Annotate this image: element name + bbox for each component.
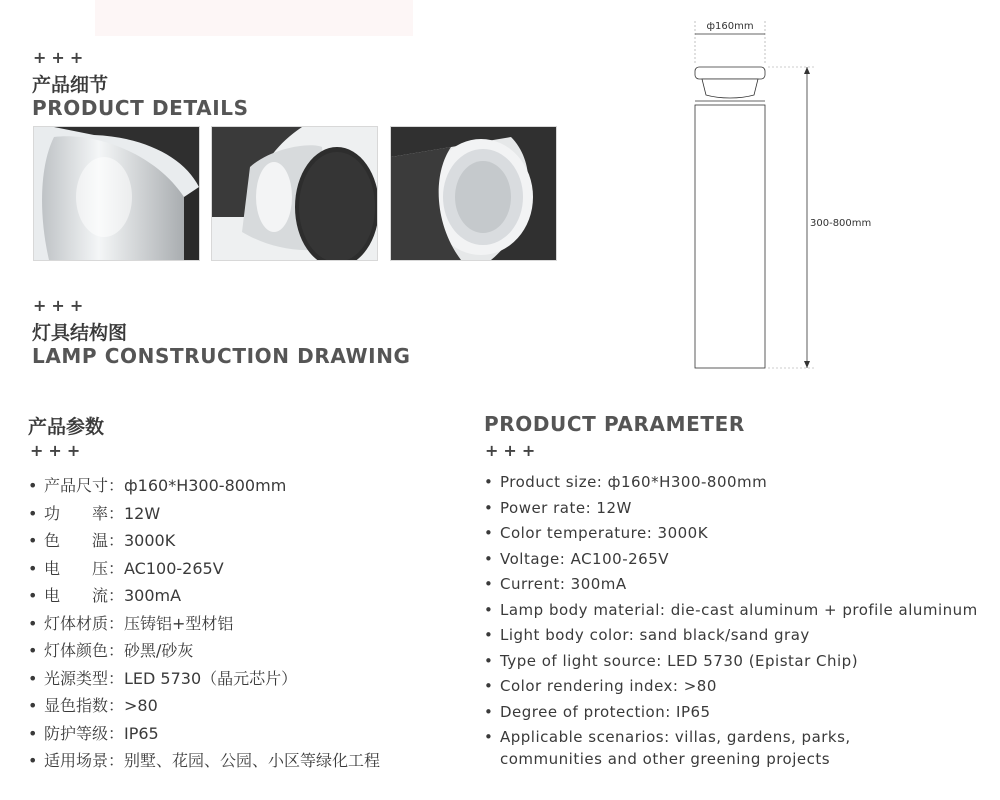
param-cn-item: • 功 率：12W <box>28 500 380 528</box>
param-en-item: • Applicable scenarios: villas, gardens, parks, <box>484 725 978 751</box>
diameter-label: ф160mm <box>706 21 754 32</box>
construction-title-en: LAMP CONSTRUCTION DRAWING <box>32 344 411 368</box>
params-en-plus-marker: +++ <box>485 441 541 460</box>
param-en-item: • Product size: ф160*H300-800mm <box>484 470 978 496</box>
top-banner-strip <box>95 0 413 36</box>
param-cn-item: • 适用场景：别墅、花园、公园、小区等绿化工程 <box>28 747 380 775</box>
param-en-item: • Power rate: 12W <box>484 496 978 522</box>
params-cn-list <box>28 472 380 775</box>
params-en-title: PRODUCT PARAMETER <box>484 412 745 436</box>
details-plus-marker: +++ <box>33 48 89 67</box>
param-en-item: • Lamp body material: die-cast aluminum + profile aluminum <box>484 598 978 624</box>
params-cn-title: 产品参数 <box>28 416 105 438</box>
param-cn-item: • 电 流：300mA <box>28 582 380 610</box>
lamp-lens <box>702 79 758 98</box>
param-cn-item: • 色 温：3000K <box>28 527 380 555</box>
param-en-item: • Color temperature: 3000K <box>484 521 978 547</box>
param-cn-item: • 防护等级：IP65 <box>28 720 380 748</box>
param-cn-item: • 显色指数：>80 <box>28 692 380 720</box>
lamp-body <box>695 105 765 368</box>
param-cn-item: • 光源类型：LED 5730（晶元芯片） <box>28 665 380 693</box>
detail-photo-lens <box>33 126 200 261</box>
params-cn-plus-marker: +++ <box>30 441 86 460</box>
params-en-list <box>484 470 978 751</box>
height-arrow-bottom <box>804 361 810 368</box>
lamp-cap <box>695 67 765 79</box>
details-title-en: PRODUCT DETAILS <box>32 96 249 120</box>
detail-photo-led-ring <box>390 126 557 261</box>
param-en-item: • Voltage: AC100-265V <box>484 547 978 573</box>
height-label: 300-800mm <box>810 218 872 229</box>
param-cn-item: • 电 压：AC100-265V <box>28 555 380 583</box>
detail-photo-top-cap <box>211 126 378 261</box>
construction-plus-marker: +++ <box>33 296 89 315</box>
height-arrow-top <box>804 67 810 74</box>
param-cn-item: • 产品尺寸：ф160*H300-800mm <box>28 472 380 500</box>
param-cn-item: • 灯体材质：压铸铝+型材铝 <box>28 610 380 638</box>
param-en-item: • Color rendering index: >80 <box>484 674 978 700</box>
lamp-construction-drawing <box>680 15 940 375</box>
construction-title-cn: 灯具结构图 <box>32 322 128 344</box>
details-title-cn: 产品细节 <box>32 74 109 96</box>
param-en-item: • Light body color: sand black/sand gray <box>484 623 978 649</box>
param-cn-item: • 灯体颜色：砂黑/砂灰 <box>28 637 380 665</box>
param-en-item: • Degree of protection: IP65 <box>484 700 978 726</box>
param-en-item: • Current: 300mA <box>484 572 978 598</box>
param-en-item: • Type of light source: LED 5730 (Epistar Chip) <box>484 649 978 675</box>
params-en-continuation: communities and other greening projects <box>500 750 831 768</box>
